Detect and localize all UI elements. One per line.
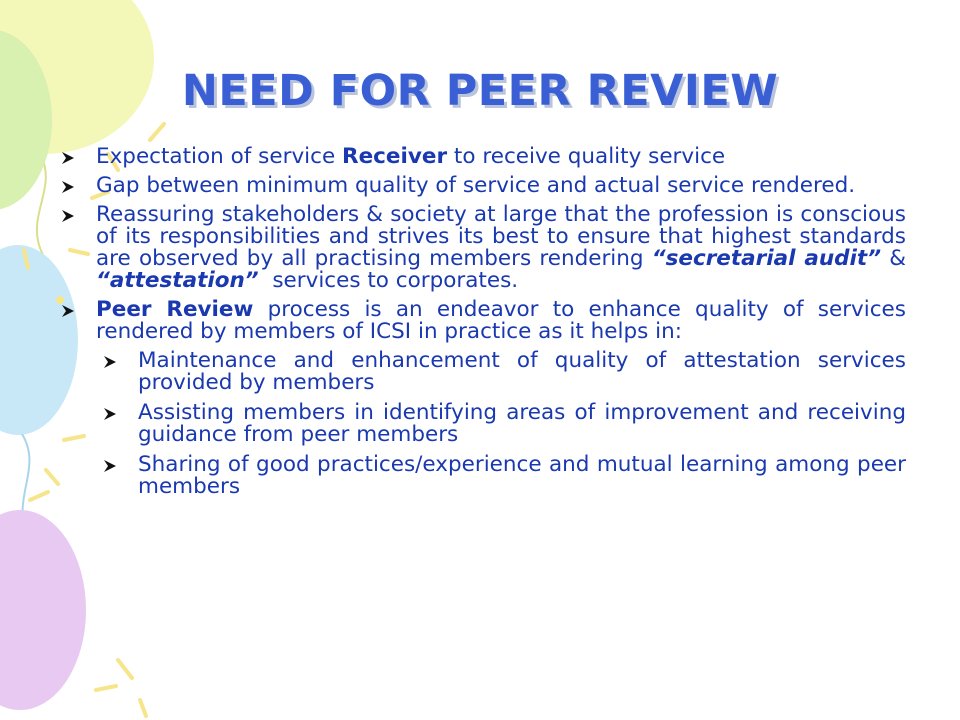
sub-bullet-text: Assisting members in identifying areas of improvement and receiving guidance from peer members — [138, 400, 906, 447]
bullet-item — [58, 299, 906, 343]
arrow-right-icon — [102, 406, 118, 422]
sub-bullet-text: Sharing of good practices/experience and mutual learning among peer members — [138, 452, 906, 499]
bullet-text-bold: Receiver — [342, 144, 448, 169]
bullet-item — [58, 204, 906, 292]
arrow-right-icon — [102, 354, 118, 370]
bullet-text-bold-italic: “attestation” — [96, 268, 259, 293]
bullet-text: process is an endeavor to enhance quality of services rendered by members of ICSI in practice as it helps in: — [96, 297, 906, 344]
sub-bullet-item — [100, 402, 906, 446]
bullet-text: & — [881, 246, 906, 271]
sub-bullet-item — [100, 454, 906, 498]
arrow-right-icon — [60, 179, 76, 195]
streamer — [118, 660, 132, 678]
bullet-text-bold: Peer Review — [96, 297, 254, 322]
bullet-text: services to corporates. — [258, 268, 519, 293]
purple-balloon — [0, 510, 86, 710]
streamer — [46, 470, 58, 484]
sub-bullet-item — [100, 350, 906, 394]
slide-title: NEED FOR PEER REVIEW — [181, 66, 779, 116]
streamer — [150, 124, 164, 140]
bullet-item — [58, 146, 906, 168]
bullet-text: Expectation of service — [96, 144, 343, 169]
arrow-right-icon — [60, 303, 76, 319]
bullet-text: to receive quality service — [447, 144, 726, 169]
bullet-item — [58, 175, 906, 197]
arrow-right-icon — [60, 208, 76, 224]
bullet-text-bold-italic: “secretarial audit” — [651, 246, 882, 271]
arrow-right-icon — [102, 458, 118, 474]
bullet-text: Gap between minimum quality of service and actual service rendered. — [96, 173, 856, 198]
arrow-right-icon — [60, 150, 76, 166]
bullet-text: Reassuring stakeholders & society at large that the profession is conscious of its responsibilities and strives its best to ensure that highest standards are observed by all practising members rendering — [96, 202, 906, 271]
streamer — [140, 700, 146, 716]
streamer — [30, 492, 48, 500]
sub-bullet-text: Maintenance and enhancement of quality of attestation services provided by members — [138, 348, 906, 395]
streamer — [96, 686, 116, 690]
bullet-list — [58, 146, 906, 506]
